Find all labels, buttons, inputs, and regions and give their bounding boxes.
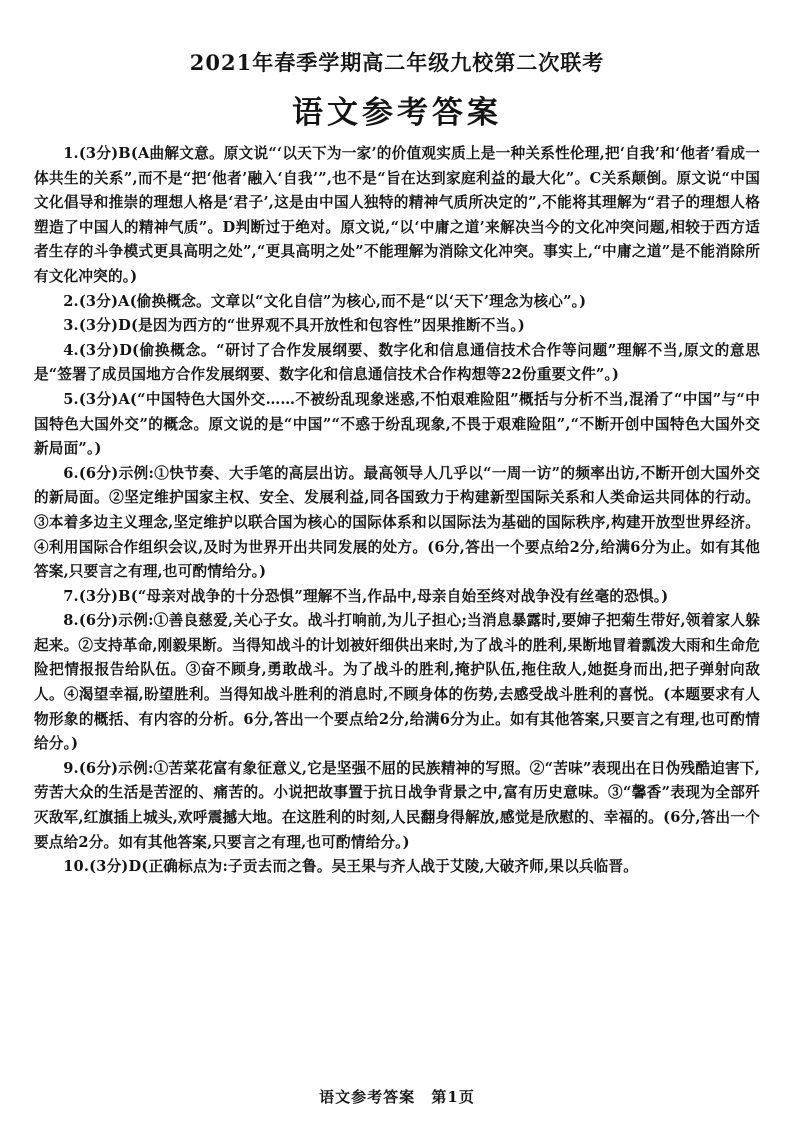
answer-item-8: 8.(6分)示例:①善良慈爱,关心子女。战斗打响前,为儿子担心;当消息暴露时,要婶子把菊生带好,领着家人躲起来。②支持革命,刚毅果断。当得知战斗的计划被奸细供出来时,为了战斗的胜利,果断地冒着瓢泼大雨和生命危险把情报报告给队伍。③奋不顾身,勇敢战斗。为了战斗的胜利,掩护队伍,拖住敌人,她挺身而出,把子弹射向敌人。④渴望幸福,盼望胜利。当得知战斗胜利的消息时,不顾身体的伤势,去感受战斗胜利的喜悦。(本题要求有人物形象的概括、有内容的分析。6分,答出一个要点给2分,给满6分为止。如有其他答案,只要言之有理,也可酌情给分。) — [34, 612, 760, 753]
answer-item-7: 7.(3分)B(“母亲对战争的十分恐惧”理解不当,作品中,母亲自始至终对战争没有丝毫的恐惧。) — [63, 587, 669, 605]
answer-item-3: 3.(3分)D(是因为西方的“世界观不具开放性和包容性”因果推断不当。) — [63, 317, 525, 335]
footer-page-number: 第1页 — [431, 1088, 475, 1106]
answer-list — [34, 142, 760, 880]
answer-item-6: 6.(6分)示例:①快节奏、大手笔的高层出访。最高领导人几乎以“一周一访”的频率出访,不断开创大国外交的新局面。②坚定维护国家主权、安全、发展利益,同各国致力于构建新型国际关系和人类命运共同体的行动。③本着多边主义理念,坚定维护以联合国为核心的国际体系和以国际法为基础的国际秩序,构建开放型世界经济。④利用国际合作组织会议,及时为世界开出共同发展的处方。(6分,答出一个要点给2分,给满6分为止。如有其他答案,只要言之有理,也可酌情给分。) — [34, 464, 760, 581]
page-footer — [0, 1086, 794, 1107]
answer-item-4: 4.(3分)D(偷换概念。“研讨了合作发展纲要、数字化和信息通信技术合作等问题”理解不当,原文的意思是“签署了成员国地方合作发展纲要、数字化和信息通信技术合作构想等22份重要文件”。) — [34, 341, 760, 384]
answer-item-1: 1.(3分)B(A曲解文意。原文说“‘以天下为一家’的价值观实质上是一种关系性伦理,把‘自我’和‘他者’看成一体共生的关系”,而不是“把‘他者’融入‘自我’”,也不是“旨在达到家庭利益的最大化”。C关系颠倒。原文说“中国文化倡导和推崇的理想人格是‘君子’,这是由中国人独特的精神气质所决定的”,不能将其理解为“君子的理想人格塑造了中国人的精神气质”。D判断过于绝对。原文说,“以‘中庸之道’来解决当今的文化冲突问题,相较于西方适者生存的斗争模式更具高明之处”,“更具高明之处”不能理解为消除文化冲突。事实上,“中庸之道”是不能消除所有文化冲突的。) — [34, 145, 760, 285]
answer-item-9: 9.(6分)示例:①苦菜花富有象征意义,它是坚强不屈的民族精神的写照。②“苦味”表现出在日伪残酷迫害下,劳苦大众的生活是苦涩的、痛苦的。小说把故事置于抗日战争背景之中,富有历史意味。③“馨香”表现为全部歼灭敌军,红旗插上城头,欢呼震撼大地。在这胜利的时刻,人民翻身得解放,感觉是欣慰的、幸福的。(6分,答出一个要点给2分。如有其他答案,只要言之有理,也可酌情给分。) — [34, 759, 760, 851]
document-title: 语文参考答案 — [292, 95, 502, 131]
footer-document-name: 语文参考答案 — [319, 1088, 416, 1106]
answer-item-5: 5.(3分)A(“中国特色大国外交……不被纷乱现象迷惑,不怕艰难险阻”概括与分析不当,混淆了“中国”与“中国特色大国外交”的概念。原文说的是“中国”“不惑于纷乱现象,不畏于艰难险阻”,“不断开创中国特色大国外交新局面”。) — [34, 390, 760, 458]
answer-item-2: 2.(3分)A(偷换概念。文章以“文化自信”为核心,而不是“以‘天下’理念为核心”。) — [63, 292, 587, 310]
answer-item-10: 10.(3分)D(正确标点为:子贡去而之鲁。吴王果与齐人战于艾陵,大破齐师,果以兵临晋。 — [63, 858, 639, 876]
exam-title: 2021年春季学期高二年级九校第二次联考 — [189, 50, 605, 75]
